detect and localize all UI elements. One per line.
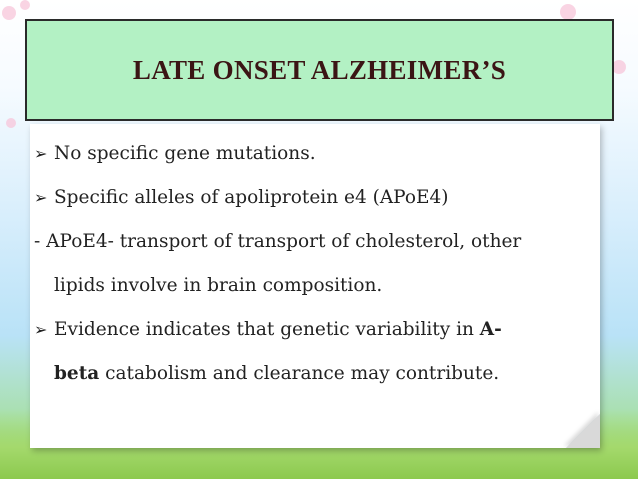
emphasis-text: beta (54, 363, 100, 384)
sub-item-line1: - APoE4- transport of transport of cholesterol, other (34, 231, 522, 252)
bullet-item (34, 176, 602, 220)
slide-body (34, 132, 602, 396)
bullet-item (34, 132, 602, 176)
arrow-bullet-icon: ➢ (34, 188, 48, 207)
arrow-bullet-icon: ➢ (34, 320, 48, 339)
bullet-text: Evidence indicates that genetic variability in (54, 319, 480, 340)
bullet-continuation (34, 352, 602, 396)
bullet-text: No specific gene mutations. (54, 143, 316, 164)
emphasis-text: A- (479, 319, 502, 340)
page-curl (566, 414, 600, 448)
arrow-bullet-icon: ➢ (34, 144, 48, 163)
title-banner (25, 19, 614, 121)
slide-title: LATE ONSET ALZHEIMER’S (132, 54, 507, 85)
bullet-text: Specific alleles of apoliprotein e4 (APoE4) (54, 187, 449, 208)
bullet-item (34, 308, 602, 352)
sub-item-line2: lipids involve in brain composition. (54, 275, 383, 296)
bullet-text: catabolism and clearance may contribute. (99, 363, 500, 384)
